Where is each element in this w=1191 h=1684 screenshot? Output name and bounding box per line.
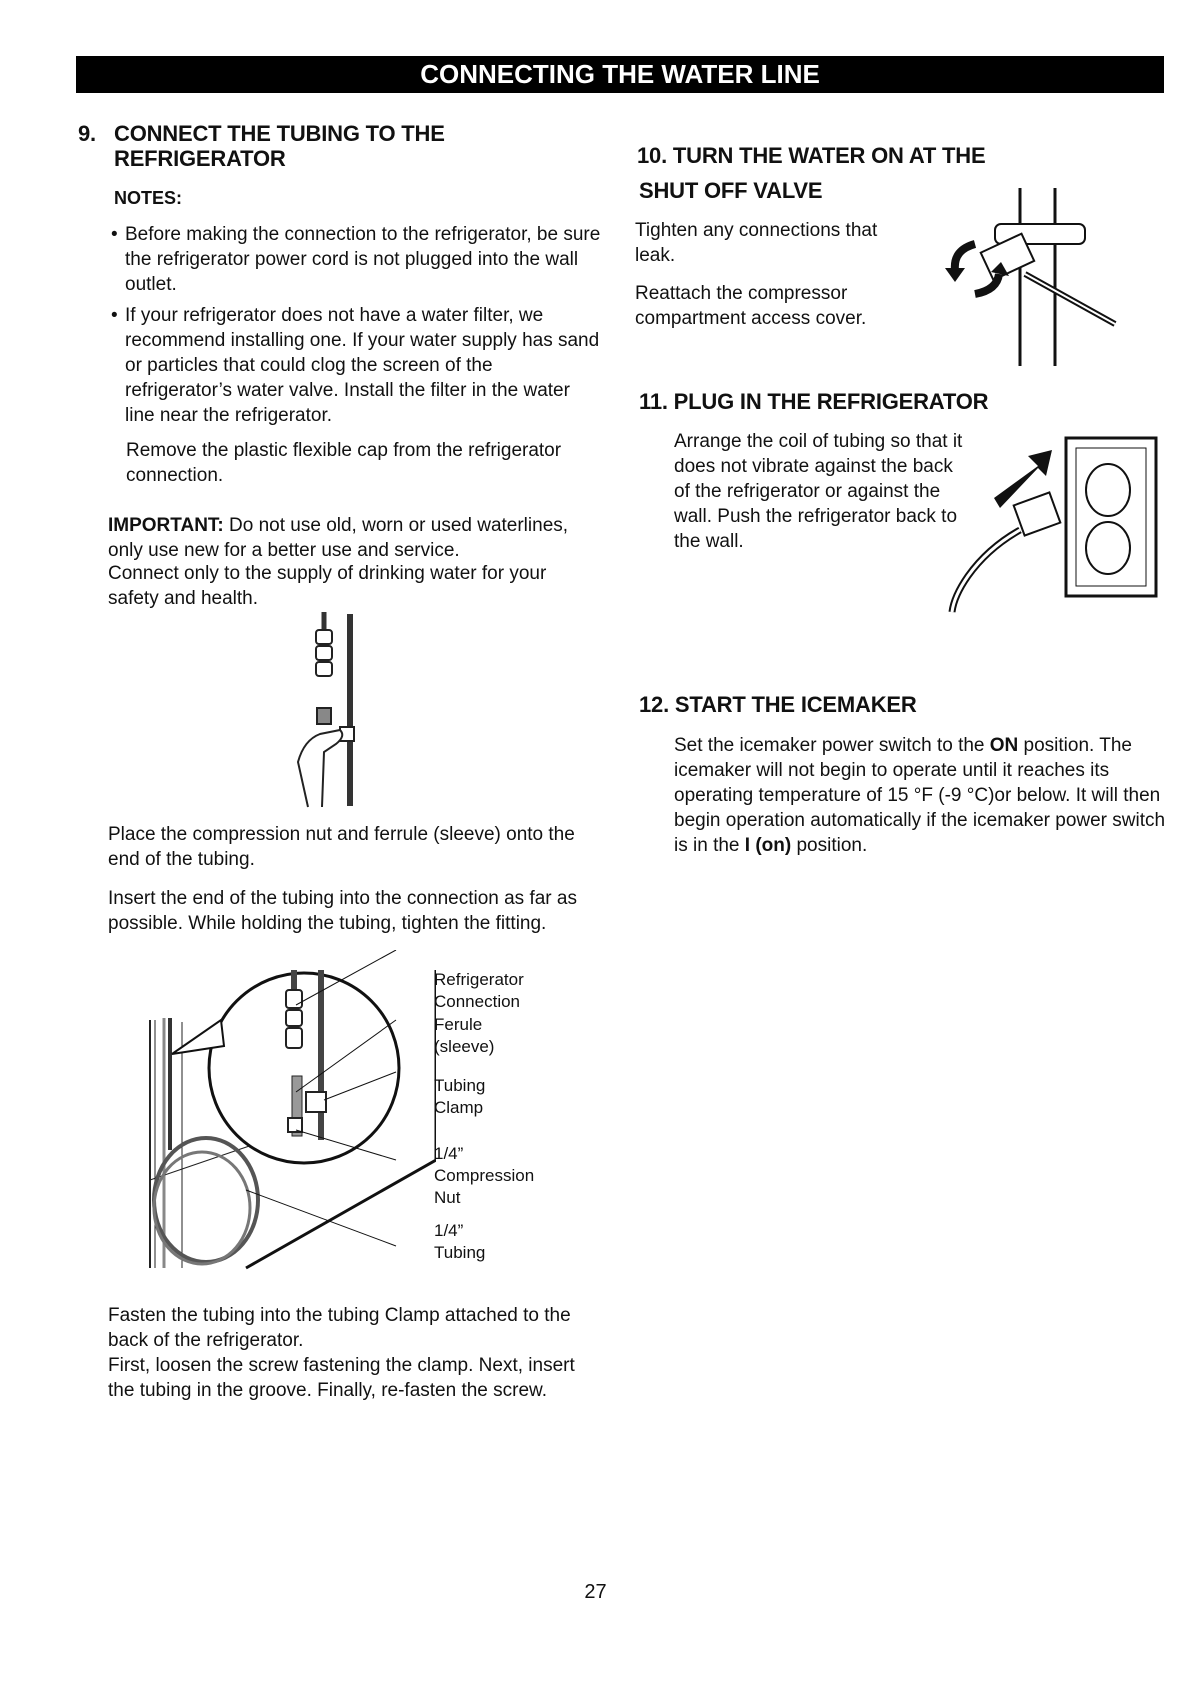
label-compression-nut: 1/4” Compression Nut — [434, 1144, 535, 1207]
label-ferule: Ferule (sleeve) — [434, 1015, 495, 1056]
fasten-text-2: First, loosen the screw fastening the clamp. Next, insert the tubing in the groove. Finally, re-fasten the screw. — [108, 1355, 575, 1401]
place-nut-text: Place the compression nut and ferrule (sleeve) onto the end of the tubing. — [108, 824, 575, 870]
label-tubing: 1/4” Tubing — [434, 1221, 486, 1262]
step9-title-line2: REFRIGERATOR — [114, 146, 286, 171]
important-label: IMPORTANT: — [108, 515, 224, 536]
note-item: • Before making the connection to the refrigerator, be sure the refrigerator power cord is not plugged into the wall outlet. — [111, 222, 601, 297]
step9-number: 9. — [78, 121, 96, 146]
step12-title: 12. START THE ICEMAKER — [639, 692, 917, 717]
tubing-connection-illustration — [290, 612, 370, 812]
section-banner: CONNECTING THE WATER LINE — [76, 56, 1164, 93]
step10-text-reattach: Reattach the compressor compartment access cover. — [635, 283, 867, 329]
step11-text: Arrange the coil of tubing so that it does not vibrate against the back of the refrigerator or against the wall. Push the refrigerator back to the wall. — [674, 431, 963, 552]
drinking-water-text: Connect only to the supply of drinking water for your safety and health. — [108, 563, 547, 609]
remove-cap-text: Remove the plastic flexible cap from the refrigerator connection. — [126, 440, 562, 486]
step10-text-tighten: Tighten any connections that leak. — [635, 220, 878, 266]
notes-label: NOTES: — [114, 188, 183, 208]
label-tubing-clamp: Tubing Clamp — [434, 1076, 486, 1117]
step9-title-line1: CONNECT THE TUBING TO THE — [114, 121, 445, 146]
fasten-text-1: Fasten the tubing into the tubing Clamp attached to the back of the refrigerator. — [108, 1305, 571, 1351]
note-item: • If your refrigerator does not have a water filter, we recommend installing one. If your water supply has sand or particles that could clog the screen of the refrigerator’s water valve. Install the filter in the water line near the refrigerator. — [111, 303, 601, 428]
step12-text: Set the icemaker power switch to the ON position. The icemaker will not begin to operate until it reaches its operating temperature of 15 °F (-9 °C)or below. It will then begin operation automatically if the icemaker power switch is in the I (on) position. — [674, 735, 1166, 856]
page-number: 27 — [584, 1581, 607, 1603]
step10-title-line2: SHUT OFF VALVE — [639, 178, 823, 203]
step11-title: 11. PLUG IN THE REFRIGERATOR — [639, 389, 989, 414]
important-text: Do not use old, worn or used waterlines, only use new for a better use and service. — [108, 515, 569, 561]
plug-outlet-illustration — [948, 436, 1160, 614]
insert-tubing-text: Insert the end of the tubing into the connection as far as possible. While holding the tubing, tighten the fitting. — [108, 888, 577, 934]
label-refrigerator-connection: Refrigerator Connection — [434, 970, 524, 1011]
notes-list — [111, 222, 601, 434]
shutoff-valve-illustration — [915, 184, 1120, 370]
important-note — [108, 513, 608, 563]
step10-title-line1: 10. TURN THE WATER ON AT THE — [637, 143, 986, 168]
tubing-clamp-diagram — [146, 950, 436, 1272]
